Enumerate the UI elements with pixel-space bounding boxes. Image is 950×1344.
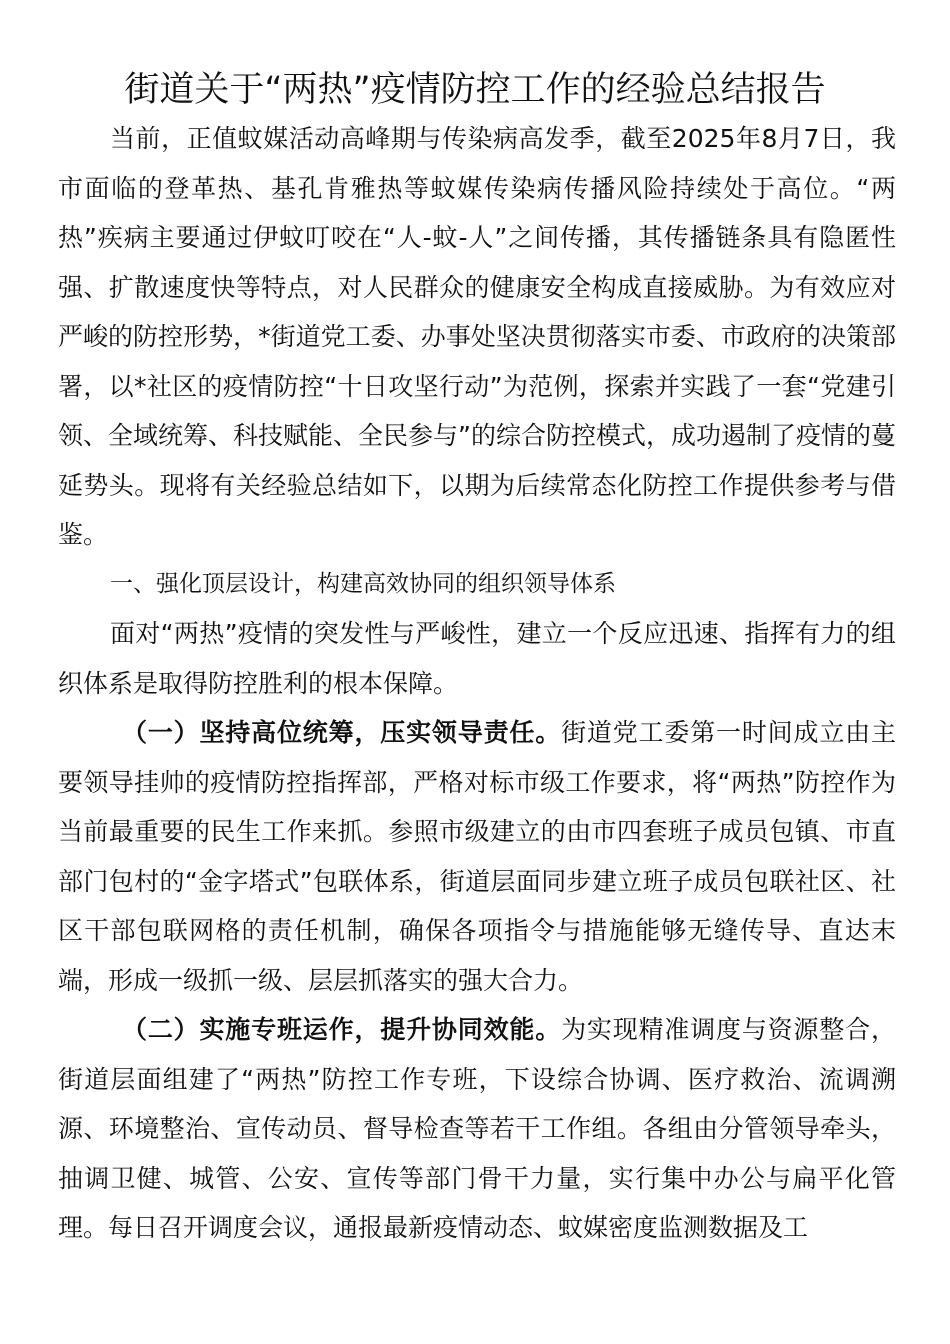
item-1-paragraph <box>58 708 896 1005</box>
item-1-body: 街道党工委第一时间成立由主要领导挂帅的疫情防控指挥部，严格对标市级工作要求，将“两热”防控作为当前最重要的民生工作来抓。参照市级建立的由市四套班子成员包镇、市直部门包村的“金字塔式”包联体系，街道层面同步建立班子成员包联社区、社区干部包联网格的责任机制，确保各项指令与措施能够无缝传导、直达末端，形成一级抓一级、层层抓落实的强大合力。 <box>58 718 897 995</box>
document-title: 街道关于“两热”疫情防控工作的经验总结报告 <box>124 70 826 110</box>
item-2-heading: （二）实施专班运作，提升协同效能。 <box>122 1015 562 1044</box>
section-1-heading: 一、强化顶层设计，构建高效协同的组织领导体系 <box>110 570 616 597</box>
document-body <box>58 114 896 1253</box>
item-2-body: 为实现精准调度与资源整合，街道层面组建了“两热”防控工作专班，下设综合协调、医疗救治、流调溯源、环境整治、宣传动员、督导检查等若干工作组。各组由分管领导牵头，抽调卫健、城管、公安、宣传等部门骨干力量，实行集中办公与扁平化管理。每日召开调度会议，通报最新疫情动态、蚊媒密度监测数据及工 <box>58 1015 896 1242</box>
item-1-heading: （一）坚持高位统筹，压实领导责任。 <box>122 718 562 747</box>
section-1-intro-paragraph: 面对“两热”疫情的突发性与严峻性，建立一个反应迅速、指挥有力的组织体系是取得防控胜利的根本保障。 <box>58 619 896 698</box>
intro-paragraph: 当前，正值蚊媒活动高峰期与传染病高发季，截至2025年8月7日，我市面临的登革热、基孔肯雅热等蚊媒传染病传播风险持续处于高位。“两热”疾病主要通过伊蚊叮咬在“人-蚊-人”之间传播，其传播链条具有隐匿性强、扩散速度快等特点，对人民群众的健康安全构成直接威胁。为有效应对严峻的防控形势，*街道党工委、办事处坚决贯彻落实市委、市政府的决策部署，以*社区的疫情防控“十日攻坚行动”为范例，探索并实践了一套“党建引领、全域统筹、科技赋能、全民参与”的综合防控模式，成功遏制了疫情的蔓延势头。现将有关经验总结如下，以期为后续常态化防控工作提供参考与借鉴。 <box>58 124 896 549</box>
item-2-paragraph <box>58 1005 896 1253</box>
